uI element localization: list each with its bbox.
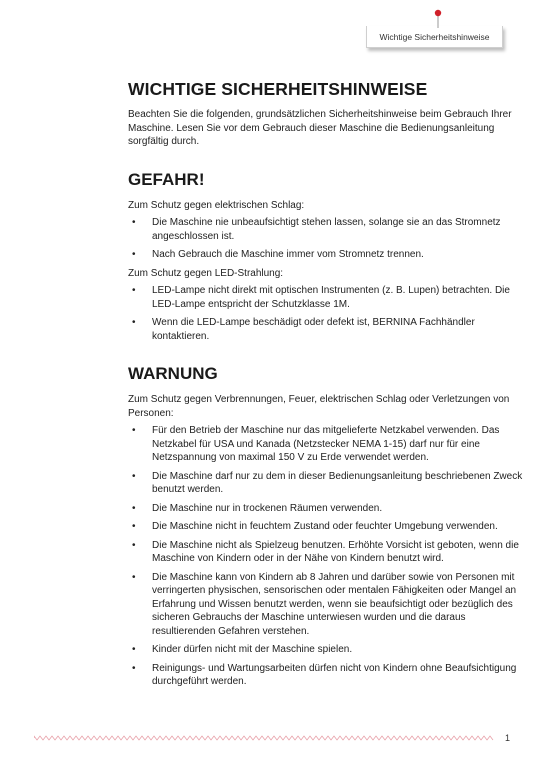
section-tab: Wichtige Sicherheitshinweise	[366, 26, 503, 48]
bullet-icon: •	[132, 571, 136, 583]
list-item: • Wenn die LED-Lampe beschädigt oder defekt ist, BERNINA Fachhändler kontaktieren.	[132, 317, 475, 342]
bullet-icon: •	[132, 217, 136, 228]
list-item: • Für den Betrieb der Maschine nur das mitgelieferte Netzkabel verwenden. Das Netzkabel für USA und Kanada (Netzstecker NEMA 1-15) darf nur für eine Netzspannung von maximal 150 V zu Erde verwendet werden.	[132, 425, 500, 463]
bullet-icon: •	[132, 470, 136, 482]
list-item: • Kinder dürfen nicht mit der Maschine spielen.	[132, 644, 353, 655]
intro-text: Beachten Sie die folgenden, grundsätzlichen Sicherheitshinweise beim Gebrauch Ihrer Maschine. Lesen Sie vor dem Gebrauch dieser Maschine die Bedienungsanleitung sorgfältig durch.	[128, 109, 512, 147]
bullet-icon: •	[132, 662, 136, 674]
warnung-list	[128, 424, 523, 689]
bullet-icon: •	[132, 249, 136, 260]
bullet-icon: •	[132, 521, 136, 532]
list-item: • Nach Gebrauch die Maschine immer vom Stromnetz trennen.	[132, 249, 424, 260]
list-item: • Die Maschine kann von Kindern ab 8 Jahren und darüber sowie von Personen mit verringerten physischen, sensorischen oder mentalen Fähigkeiten oder Mangel an Erfahrung und Wissen benutzt werden, wenn sie beaufsichtigt oder bezüglich des sicheren Gebrauchs der Maschine unterwiesen wurden und die daraus resultierenden Gefahren verstehen.	[132, 571, 517, 637]
list-item: • LED-Lampe nicht direkt mit optischen Instrumenten (z. B. Lupen) betrachten. Die LED-Lampe entspricht der Schutzklasse 1M.	[132, 285, 510, 310]
list-item: • Die Maschine nicht in feuchtem Zustand oder feuchter Umgebung verwenden.	[132, 521, 498, 532]
bullet-icon: •	[132, 317, 136, 328]
gefahr-heading: GEFAHR!	[128, 169, 205, 189]
pin-icon	[433, 8, 443, 28]
bullet-icon: •	[132, 285, 136, 296]
gefahr-lead-shock: Zum Schutz gegen elektrischen Schlag:	[128, 199, 305, 211]
gefahr-lead-led: Zum Schutz gegen LED-Strahlung:	[128, 267, 284, 279]
list-item: • Die Maschine nicht als Spielzeug benutzen. Erhöhte Vorsicht ist geboten, wenn die Maschine von Kindern oder in der Nähe von Kindern benutzt wird.	[132, 539, 519, 564]
list-item: • Die Maschine nie unbeaufsichtigt stehen lassen, solange sie an das Stromnetz angeschlossen ist.	[132, 217, 501, 242]
warnung-lead: Zum Schutz gegen Verbrennungen, Feuer, elektrischen Schlag oder Verletzungen von Personen:	[128, 394, 510, 419]
gefahr-list-shock	[128, 216, 523, 262]
list-item: • Die Maschine nur in trockenen Räumen verwenden.	[132, 502, 383, 514]
gefahr-list-led	[128, 284, 523, 343]
warnung-heading: WARNUNG	[128, 364, 218, 383]
page-content	[128, 78, 523, 694]
page-number: 1	[505, 733, 511, 743]
stitch-divider	[34, 735, 494, 741]
bullet-icon: •	[132, 644, 136, 655]
bullet-icon: •	[132, 502, 136, 514]
page-title: WICHTIGE SICHERHEITSHINWEISE	[128, 79, 428, 99]
list-item: • Die Maschine darf nur zu dem in dieser Bedienungsanleitung beschriebenen Zweck benutzt werden.	[132, 470, 523, 495]
bullet-icon: •	[132, 425, 136, 436]
list-item: • Reinigungs- und Wartungsarbeiten dürfen nicht von Kindern ohne Beaufsichtigung durchgeführt werden.	[132, 662, 517, 687]
bullet-icon: •	[132, 539, 136, 551]
